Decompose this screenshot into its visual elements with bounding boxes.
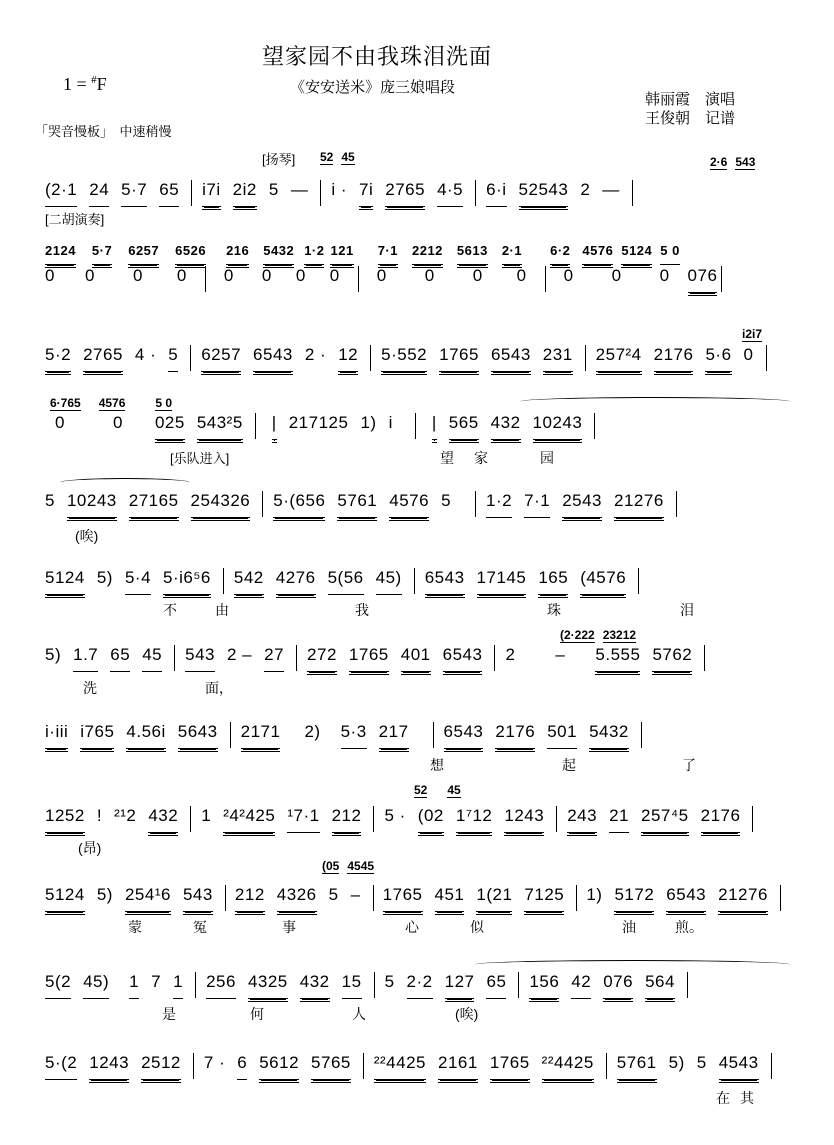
slur <box>60 478 190 487</box>
score-line-2: 0 0 0 0 0 0 0 0 0 0 0 0 0 0 0 076 <box>45 266 790 292</box>
lyric: 起 <box>562 757 576 773</box>
lyric: (唉) <box>75 528 99 544</box>
barline <box>494 645 495 671</box>
lyric: 望 <box>440 450 454 466</box>
lyric: 事 <box>282 919 296 935</box>
score-line-10: 5124 5) 254¹6 543 212 4326 5 – 1765 451 1(21 7125 1) 5172 6543 21276 <box>45 885 790 911</box>
lyric: 我 <box>355 602 369 618</box>
note-group: 52543 <box>519 180 569 207</box>
lyric: 泪 <box>680 602 694 618</box>
lyric: 园 <box>540 450 554 466</box>
lyric: 家 <box>474 450 488 466</box>
lyric: 心 <box>405 919 419 935</box>
lyric: 洗 <box>83 680 97 696</box>
barline <box>545 266 546 292</box>
barline <box>190 806 191 832</box>
score-line-6: 5124 5) 5·4 5·i6⁵6 542 4276 5(56 45) 6543 17145 165 (4576 <box>45 568 790 594</box>
score-line-8: i·iii i765 4.56i 5643 2171 2) 5·3 217 6543 2176 501 5432 <box>45 722 790 748</box>
transcriber-credit: 王俊朝 记谱 <box>645 110 736 127</box>
barline <box>433 722 434 748</box>
band-enter-label: [乐队进入] <box>170 451 230 466</box>
barline <box>594 413 595 439</box>
barline <box>363 1053 364 1079</box>
note-group: — <box>290 180 309 199</box>
score-line-3: 5·2 2765 4 · 5 6257 6543 2 · 12 5·552 1765 6543 231 257²4 2176 5·6 0 <box>45 345 790 371</box>
barline <box>721 266 722 292</box>
barline <box>638 568 639 594</box>
note-group: (2·1 <box>45 180 77 207</box>
note-group: i7i <box>202 180 221 207</box>
note-group: 65 <box>159 180 179 207</box>
note-group: 24 <box>89 180 109 207</box>
lyric: 是 <box>162 1006 176 1022</box>
lyric: 珠 <box>547 602 561 618</box>
barline <box>193 1053 194 1079</box>
key-signature <box>63 74 107 95</box>
note-group: 6·i <box>486 180 506 207</box>
key-note: F <box>96 74 107 94</box>
barline <box>687 972 688 998</box>
lyric: 想 <box>430 757 444 773</box>
barline <box>374 972 375 998</box>
score-line-7: 5) 1.7 65 45 543 2 – 27 272 1765 401 6543 2 – 5.555 5762 <box>45 645 790 671</box>
barline <box>370 345 371 371</box>
line3-above: i2i7 <box>742 327 763 341</box>
barline <box>415 413 416 439</box>
barline <box>414 568 415 594</box>
lyric: 似 <box>470 919 484 935</box>
line9-above: 52 45 <box>414 783 461 797</box>
note-group: 7i <box>359 180 373 207</box>
line10-above: (05 4545 <box>322 859 375 873</box>
note-group: 2765 <box>385 180 425 207</box>
barline <box>632 180 633 206</box>
note-group: 5 <box>268 180 279 199</box>
song-subtitle: 《安安送米》庞三娘唱段 <box>290 79 456 96</box>
lyric: 何 <box>250 1006 264 1022</box>
note-group: 5·7 <box>121 180 147 207</box>
barline <box>606 1053 607 1079</box>
note-group: 2 <box>580 180 591 199</box>
score-line-9: 1252 ! ²¹2 432 1 ²4²425 ¹7·1 212 5 · (02 1⁷12 1243 243 21 257⁴5 2176 <box>45 806 790 832</box>
line4-upper: 6·765 4576 5 0 <box>50 396 173 410</box>
barline <box>191 180 192 206</box>
performer-credit: 韩丽霞 演唱 <box>645 91 736 108</box>
sharp-symbol: # <box>91 74 97 86</box>
barline <box>704 645 705 671</box>
barline <box>373 806 374 832</box>
lyric: (唉) <box>455 1006 479 1022</box>
score-line-2-upper: 2124 5·7 6257 6526 216 5432 1·2 121 7·1 2212 5613 2·1 6·2 4576 5124 5 0 <box>45 243 790 263</box>
lyric: 不 <box>163 602 177 618</box>
lyric: 其 <box>740 1090 754 1106</box>
note-group: — <box>602 180 620 199</box>
score-line-1 <box>45 180 790 206</box>
lyric: 煎。 <box>675 919 703 935</box>
note-group: 2i2 <box>233 180 257 207</box>
barline <box>320 180 321 206</box>
barline <box>174 645 175 671</box>
barline <box>262 491 263 517</box>
barline <box>205 266 206 292</box>
barline <box>475 180 476 206</box>
line1-above-right: 2·6 543 <box>710 155 756 169</box>
lyric: 在 <box>716 1090 730 1106</box>
barline <box>771 1053 772 1079</box>
lyric: (昂) <box>78 840 102 856</box>
lyric: 冤 <box>193 919 207 935</box>
score-line-12: 5·(2 1243 2512 7 · 6 5612 5765 ²²4425 2161 1765 ²²4425 5761 5) 5 4543 <box>45 1053 790 1079</box>
barline <box>766 345 767 371</box>
line1-above: 52 45 <box>320 150 355 164</box>
lyric: 面， <box>205 680 233 696</box>
line7-above: (2·222 23212 <box>560 628 637 642</box>
erhu-label: [二胡演奏] <box>45 212 105 227</box>
lyric: 了 <box>682 757 696 773</box>
key-prefix: 1 = <box>63 74 92 94</box>
barline <box>230 722 231 748</box>
barline <box>752 806 753 832</box>
note-group: 4·5 <box>437 180 463 207</box>
score-line-11: 5(2 45) 1 7 1 256 4325 432 15 5 2·2 127 65 156 42 076 564 <box>45 972 790 998</box>
barline <box>358 266 359 292</box>
score-line-5: 5 10243 27165 254326 5·(656 5761 4576 5 1·2 7·1 2543 21276 <box>45 491 790 517</box>
yangqin-label: [扬琴] <box>262 152 296 167</box>
barline <box>641 722 642 748</box>
lyric: 油 <box>622 919 636 935</box>
score-line-4: 0 0 025 543²5 | 217125 1) i | 565 432 10243 <box>45 413 790 439</box>
barline <box>475 491 476 517</box>
song-title: 望家园不由我珠泪洗面 <box>262 44 493 69</box>
barline <box>190 345 191 371</box>
lyric: 人 <box>352 1006 366 1022</box>
barline <box>195 972 196 998</box>
slur <box>520 397 790 406</box>
lyric: 由 <box>215 602 229 618</box>
barline <box>223 568 224 594</box>
slur <box>475 960 790 969</box>
barline <box>296 645 297 671</box>
note-group: i · <box>331 180 347 199</box>
barline <box>518 972 519 998</box>
barline <box>676 491 677 517</box>
barline <box>585 345 586 371</box>
lyric: 蒙 <box>128 919 142 935</box>
style-marking: 「哭音慢板」 中速稍慢 <box>35 124 172 139</box>
barline <box>255 413 256 439</box>
barline <box>556 806 557 832</box>
